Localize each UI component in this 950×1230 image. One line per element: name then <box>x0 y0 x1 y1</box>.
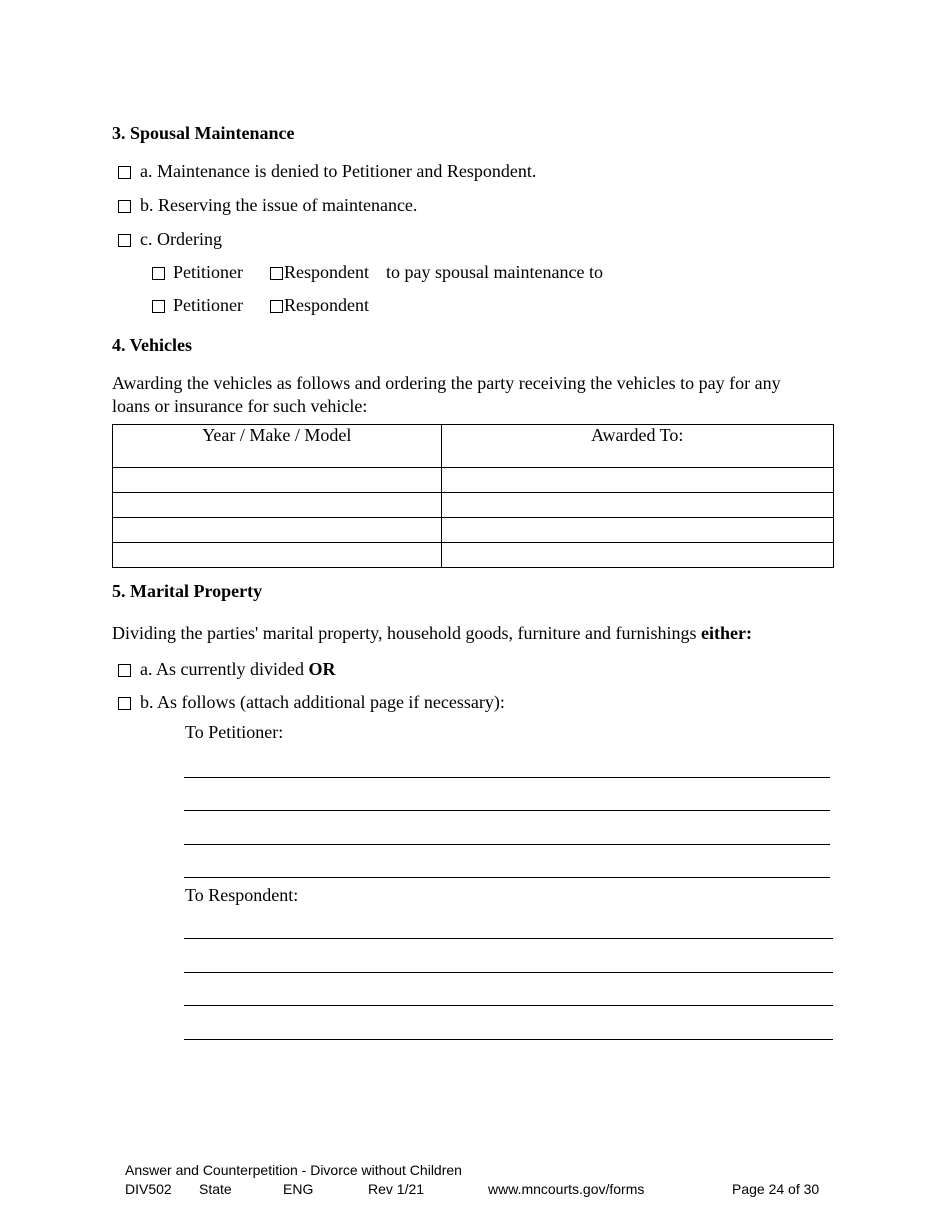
ordering-label: c. Ordering <box>140 229 222 249</box>
as-follows-label: b. As follows (attach additional page if necessary): <box>140 692 505 712</box>
currently-divided-text: a. As currently divided <box>140 659 309 679</box>
marital-property-either: either: <box>700 623 752 643</box>
payer-petitioner-checkbox[interactable] <box>152 267 165 280</box>
marital-property-heading: 5. Marital Property <box>112 581 263 601</box>
footer-form-code: DIV502 <box>125 1181 172 1197</box>
pay-spousal-maintenance-to-label: to pay spousal maintenance to <box>386 262 603 282</box>
marital-property-text-main: Dividing the parties' marital property, household goods, furniture and furnishings <box>112 623 701 643</box>
vehicle-awarded-cell[interactable] <box>441 543 833 568</box>
petitioner-property-line-3[interactable] <box>184 844 830 845</box>
to-petitioner-label: To Petitioner: <box>185 722 284 742</box>
vehicles-table-row <box>113 493 834 518</box>
currently-divided-label <box>140 659 335 680</box>
footer-form-title: Answer and Counterpetition - Divorce without Children <box>125 1162 462 1178</box>
vehicles-text-line1: Awarding the vehicles as follows and ordering the party receiving the vehicles to pay for any <box>112 373 781 393</box>
vehicle-model-cell[interactable] <box>113 493 442 518</box>
vehicle-awarded-cell[interactable] <box>441 493 833 518</box>
respondent-property-line-3[interactable] <box>184 1005 833 1006</box>
vehicle-awarded-cell[interactable] <box>441 518 833 543</box>
marital-property-text <box>112 623 752 644</box>
respondent-property-line-4[interactable] <box>184 1039 833 1040</box>
vehicle-model-cell[interactable] <box>113 543 442 568</box>
vehicles-table-row <box>113 468 834 493</box>
as-follows-checkbox[interactable] <box>118 697 131 710</box>
respondent-property-line-1[interactable] <box>184 938 833 939</box>
payee-petitioner-checkbox[interactable] <box>152 300 165 313</box>
payer-petitioner-label: Petitioner <box>173 262 243 282</box>
footer-state: State <box>199 1181 232 1197</box>
vehicles-text-line2: loans or insurance for such vehicle: <box>112 396 368 416</box>
vehicles-col-awarded-to: Awarded To: <box>441 425 833 468</box>
vehicles-col-year-make-model: Year / Make / Model <box>113 425 442 468</box>
footer-revision: Rev 1/21 <box>368 1181 425 1197</box>
payee-respondent-checkbox[interactable] <box>270 300 283 313</box>
vehicles-table-row <box>113 543 834 568</box>
vehicles-heading: 4. Vehicles <box>112 335 193 355</box>
footer-page-number: Page 24 of 30 <box>732 1181 820 1197</box>
footer-language: ENG <box>283 1181 314 1197</box>
vehicle-model-cell[interactable] <box>113 518 442 543</box>
vehicle-model-cell[interactable] <box>113 468 442 493</box>
vehicles-table-row <box>113 518 834 543</box>
petitioner-property-line-1[interactable] <box>184 777 830 778</box>
petitioner-property-line-2[interactable] <box>184 810 830 811</box>
maintenance-denied-label: a. Maintenance is denied to Petitioner and Respondent. <box>140 161 537 181</box>
maintenance-denied-checkbox[interactable] <box>118 166 131 179</box>
vehicle-awarded-cell[interactable] <box>441 468 833 493</box>
payee-petitioner-label: Petitioner <box>173 295 243 315</box>
reserving-maintenance-label: b. Reserving the issue of maintenance. <box>140 195 418 215</box>
currently-divided-checkbox[interactable] <box>118 664 131 677</box>
reserving-maintenance-checkbox[interactable] <box>118 200 131 213</box>
currently-divided-or: OR <box>308 659 336 679</box>
payer-respondent-label: Respondent <box>284 262 369 282</box>
spousal-maintenance-heading: 3. Spousal Maintenance <box>112 123 295 143</box>
respondent-property-line-2[interactable] <box>184 972 833 973</box>
vehicles-table <box>112 424 834 568</box>
to-respondent-label: To Respondent: <box>185 885 299 905</box>
ordering-checkbox[interactable] <box>118 234 131 247</box>
footer-url: www.mncourts.gov/forms <box>488 1181 645 1197</box>
petitioner-property-line-4[interactable] <box>184 877 830 878</box>
payee-respondent-label: Respondent <box>284 295 369 315</box>
payer-respondent-checkbox[interactable] <box>270 267 283 280</box>
